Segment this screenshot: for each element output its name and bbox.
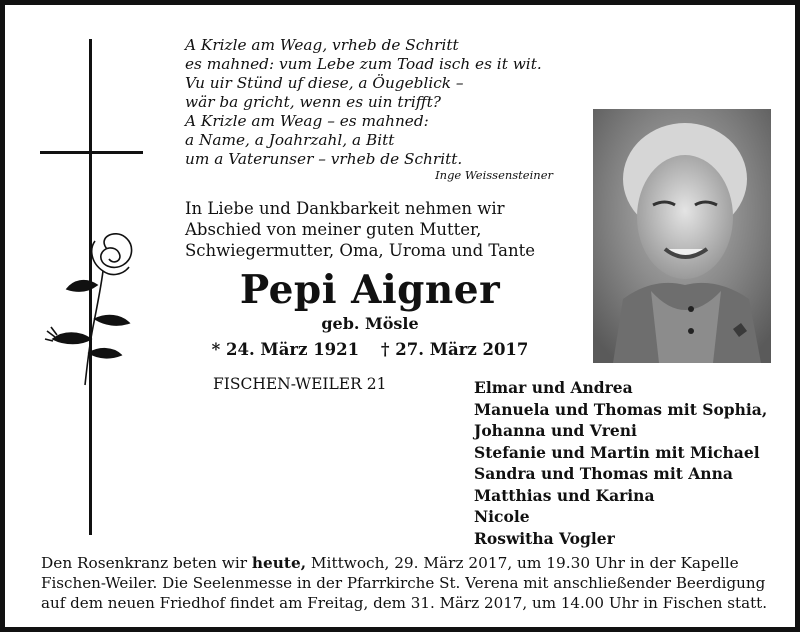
mourner: Matthias und Karina: [474, 485, 655, 505]
intro-line: Abschied von meiner guten Mutter,: [185, 220, 482, 239]
mourner: Nicole: [474, 507, 530, 526]
mourner: Stefanie und Martin mit Michael: [474, 442, 760, 462]
poem-line: a Name, a Joahrzahl, a Bitt: [185, 131, 395, 149]
mourner: Manuela und Thomas mit Sophia,: [474, 399, 768, 419]
poem-line: A Krizle am Weag – es mahned:: [185, 112, 429, 130]
service-text: Mittwoch, 29. März 2017, um 19.30 Uhr in der Kapelle: [306, 554, 739, 572]
mourners-list: [474, 377, 794, 549]
service-text: Den Rosenkranz beten wir: [41, 554, 252, 572]
poem: [185, 36, 542, 169]
service-line: [41, 553, 771, 573]
birth-date: * 24. März 1921: [211, 340, 360, 359]
service-info: [41, 553, 771, 613]
death-date: † 27. März 2017: [380, 340, 529, 359]
poem-author: Inge Weissensteiner: [435, 168, 553, 182]
poem-line: es mahned: vum Lebe zum Toad isch es it wit.: [185, 55, 542, 73]
poem-line: um a Vaterunser – vrheb de Schritt.: [185, 150, 463, 168]
mourner: Elmar und Andrea: [474, 378, 633, 397]
service-line: auf dem neuen Friedhof findet am Freitag, dem 31. März 2017, um 14.00 Uhr in Fischen statt.: [41, 594, 768, 612]
poem-line: Vu uir Stünd uf diese, a Öugeblick –: [185, 74, 464, 92]
cross-horizontal-bar: [40, 151, 143, 154]
mourner: Roswitha Vogler: [474, 528, 615, 548]
mourner: Johanna und Vreni: [474, 421, 637, 440]
poem-line: A Krizle am Weag, vrheb de Schritt: [185, 36, 459, 54]
mourner: Sandra und Thomas mit Anna: [474, 464, 733, 483]
deceased-name: Pepi Aigner: [239, 267, 501, 313]
poem-line: wär ba gricht, wenn es uin trifft?: [185, 93, 441, 111]
service-today: heute,: [251, 554, 307, 572]
service-line: Fischen-Weiler. Die Seelenmesse in der Pfarrkirche St. Verena mit anschließender Beerdigung: [41, 574, 766, 592]
rose-icon: [37, 227, 137, 387]
intro-line: In Liebe und Dankbarkeit nehmen wir: [185, 199, 505, 218]
address: FISCHEN-WEILER 21: [213, 375, 387, 393]
birth-name: geb. Mösle: [321, 314, 419, 333]
intro-text: [185, 198, 565, 261]
portrait-photo: [593, 109, 771, 363]
life-dates: [185, 340, 555, 359]
intro-line: Schwiegermutter, Oma, Uroma und Tante: [185, 241, 536, 260]
